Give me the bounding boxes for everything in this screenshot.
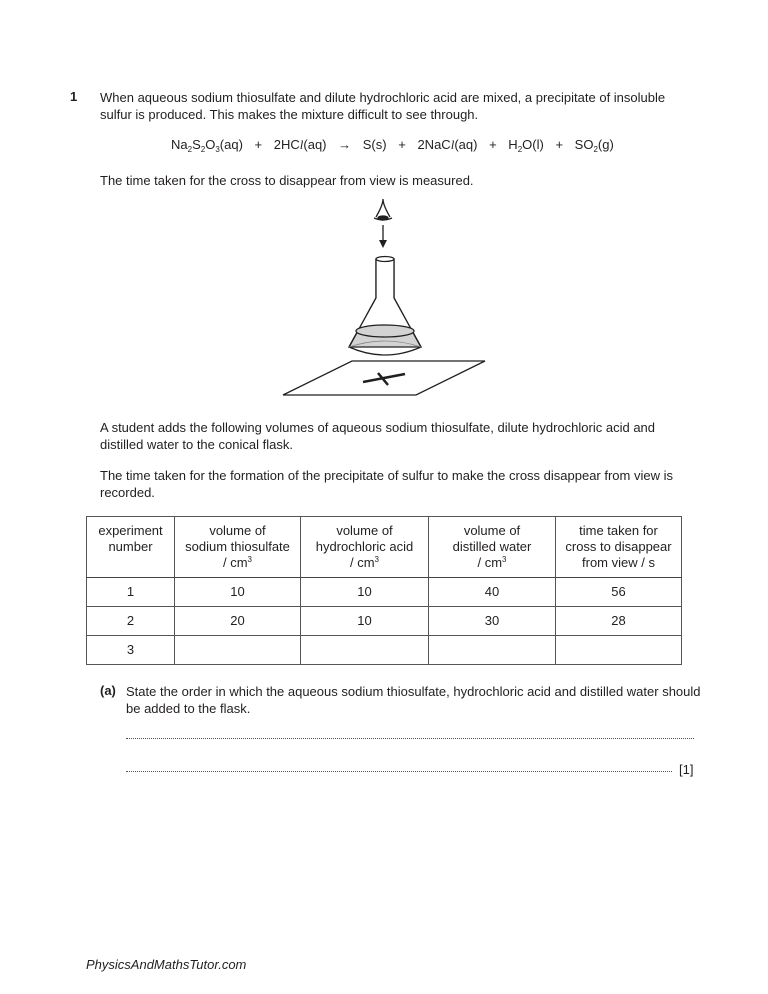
header-hydrochloric-acid: volume of hydrochloric acid / $cm^3$ — [301, 517, 429, 578]
chemical-equation: $Na_2S_2O_3(aq) + 2HCl(aq) \to S(s)$ + 2NaCl(aq) + $H_2O(l) + SO_2(g)$ — [171, 137, 614, 154]
cell-time: 56 — [556, 578, 682, 607]
cell-time-answer[interactable] — [556, 636, 682, 665]
part-a-label: (a) — [100, 683, 116, 698]
table-row — [87, 578, 682, 607]
cell-acid: 10 — [301, 607, 429, 636]
cell-acid: 10 — [301, 578, 429, 607]
footer-website: PhysicsAndMathsTutor.com — [86, 957, 247, 972]
cell-thiosulfate-answer[interactable] — [175, 636, 301, 665]
experiment-diagram — [270, 195, 490, 405]
part-a-question: State the order in which the aqueous sodium thiosulfate, hydrochloric acid and distilled water should be added to the flask. — [126, 684, 701, 716]
header-time-taken: time taken for cross to disappear from view / s — [556, 517, 682, 578]
table-row — [87, 636, 682, 665]
marks-label: [1] — [679, 762, 694, 777]
down-arrow-icon — [379, 225, 387, 248]
student-text: A student adds the following volumes of aqueous sodium thiosulfate, dilute hydrochloric acid and distilled water to the conical flask. — [100, 420, 656, 452]
answer-line-2[interactable] — [126, 770, 672, 772]
table-row — [87, 607, 682, 636]
intro-text: When aqueous sodium thiosulfate and dilute hydrochloric acid are mixed, a precipitate of insoluble sulfur is produced. This makes the mixture difficult to see through. — [100, 90, 666, 122]
cell-time: 28 — [556, 607, 682, 636]
cell-experiment: 2 — [87, 607, 175, 636]
cell-water: 30 — [429, 607, 556, 636]
header-sodium-thiosulfate: volume of sodium thiosulfate / $cm^3$ — [175, 517, 301, 578]
results-table — [86, 516, 682, 665]
cell-water-answer[interactable] — [429, 636, 556, 665]
eye-icon — [374, 199, 392, 220]
cell-thiosulfate: 20 — [175, 607, 301, 636]
recorded-text: The time taken for the formation of the precipitate of sulfur to make the cross disappear from view is recorded. — [100, 468, 673, 500]
measure-text: The time taken for the cross to disappear from view is measured. — [100, 173, 474, 188]
cell-water: 40 — [429, 578, 556, 607]
cell-thiosulfate: 10 — [175, 578, 301, 607]
cell-experiment: 1 — [87, 578, 175, 607]
paper-with-cross — [283, 361, 485, 395]
cell-experiment: 3 — [87, 636, 175, 665]
cell-acid-answer[interactable] — [301, 636, 429, 665]
answer-line-1[interactable] — [126, 737, 694, 739]
header-distilled-water: volume of distilled water / $cm^3$ — [429, 517, 556, 578]
table-header-row — [87, 517, 682, 578]
header-experiment-number: experiment number — [87, 517, 175, 578]
conical-flask — [349, 257, 421, 356]
question-number: 1 — [70, 89, 78, 104]
